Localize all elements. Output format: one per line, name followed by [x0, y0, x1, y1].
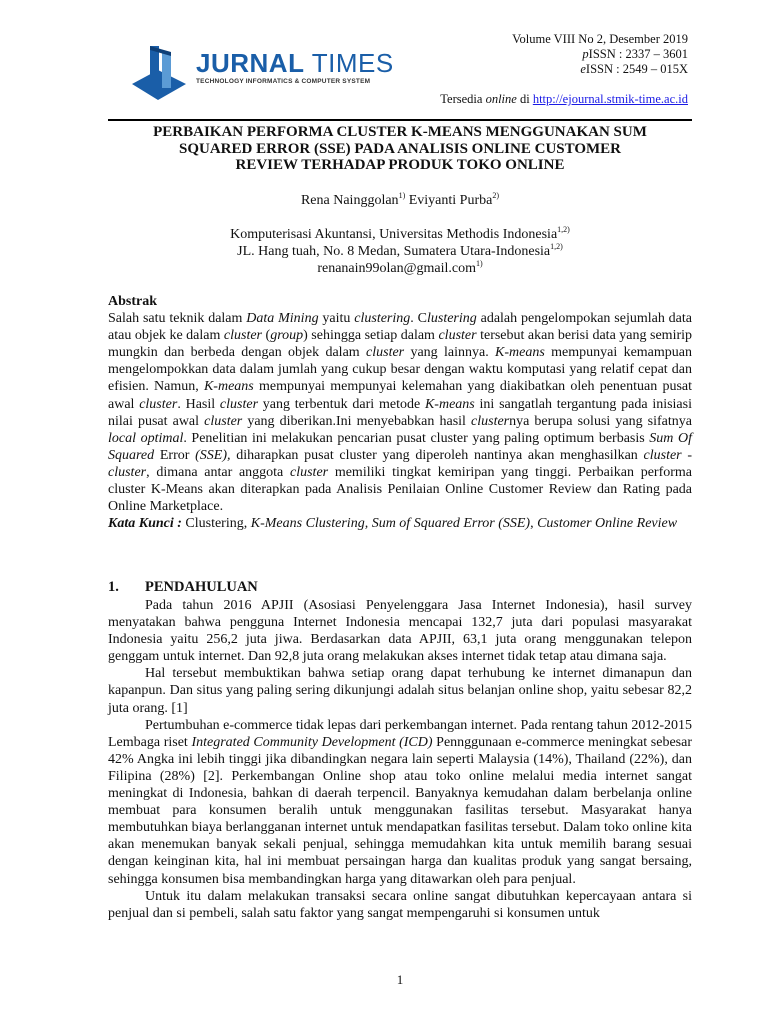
pissn: pISSN : 2337 – 3601 — [582, 47, 688, 61]
availability-line: Tersedia online di http://ejournal.stmik-time.ac.id — [440, 92, 688, 106]
address: JL. Hang tuah, No. 8 Medan, Sumatera Utara-Indonesia$^{1,2)}$ — [237, 242, 563, 259]
paragraph: Pertumbuhan e-commerce tidak lepas dari perkembangan internet. Pada rentang tahun 2012-2015 Lembaga riset Integrated Community Development (ICD) Pennggunaan e-commerce meningkat sebesar 42% Angka ini lebih tinggi jika dibandingkan negara lain seperti Malaysia (14%), Thailand (22%), dan Filipina (28%) [2]. Perkembangan Online shop atau toko online melalui media internet sangat meningkat di Indonesia, bahkan di daerah terpencil. Banyaknya kemudahan dalam berbelanja online membuat para konsumen beralih untuk menggunakan fasilitas tersebut. Masyarakat hanya membutuhkan biaya berlangganan internet untuk mendapatkan fasilitas tersebut. Dalam toko online kita akan menemukan banyak sekali penjual, sehingga memudahkan kita untuk memilih barang sesuai dengan keinginan kita, hal ini membuat persaingan harga dan kualitas produk yang sangat bersaing, sehingga konsumen bisa membandingkan harga yang ditawarkan oleh para penjual. — [108, 717, 692, 887]
journal-logo-tagline: TECHNOLOGY INFORMATICS & COMPUTER SYSTEM — [196, 78, 371, 85]
paragraph: Hal tersebut membuktikan bahwa setiap orang dapat terhubung ke internet dimanapun dan kapanpun. Dan situs yang paling sering dikunjungi adalah situs belanjan online shop, yaitu sebesar 82,2 juta orang. [1] — [108, 666, 692, 716]
affiliation: Komputerisasi Akuntansi, Universitas Methodis Indonesia$^{1,2)}$ — [230, 225, 570, 242]
paragraph: Pada tahun 2016 APJII (Asosiasi Penyelenggara Jasa Internet Indonesia), hasil survey menyatakan bahwa pengguna Internet Indonesia mencapai 132,7 juta dari populasi masyarakat Indonesia yaitu 256,2 juta jiwa. Berdasarkan data APJII, 63,1 juta orang menggunakan telepon genggam untuk internet. Dan 92,8 juta orang melakukan akses internet tidak tetap atau dimana saja. — [108, 598, 692, 665]
eissn: eISSN : 2549 – 015X — [580, 62, 688, 76]
keywords: Kata Kunci : Clustering, K-Means Clustering, Sum of Squared Error (SSE), Customer Online Review — [108, 516, 678, 532]
volume-info: Volume VIII No 2, Desember 2019 — [512, 32, 688, 46]
abstract — [108, 293, 692, 532]
journal-url-link[interactable]: http://ejournal.stmik-time.ac.id — [532, 92, 688, 106]
paragraph: Untuk itu dalam melakukan transaksi secara online sangat dibutuhkan kepercayaan antara si penjual dan si pembeli, salah satu faktor yang sangat mempengaruhi si konsumen untuk — [108, 888, 692, 921]
header-divider — [108, 119, 692, 121]
abstract-heading: Abstrak — [108, 294, 158, 309]
section-body — [108, 597, 692, 922]
authors: Rena Nainggolan$^{1)}$ Eviyanti Purba$^{2)}$ — [300, 191, 500, 208]
section-heading: 1. PENDAHULUAN — [108, 579, 258, 595]
journal-logo-text: JURNAL TIMES — [196, 48, 394, 78]
abstract-text: Salah satu teknik dalam Data Mining yaitu clustering. Clustering adalah pengelompokan sejumlah data atau objek ke dalam cluster (group) sehingga setiap dalam cluster tersebut akan berisi data yang semirip mungkin dan berbeda dengan objek dalam cluster yang lainnya. K-means mempunyai kemampuan mengelompokkan data dalam jumlah yang cukup besar dengan waktu komputasi yang relatif cepat dan efisien. Namun, K-means mempunyai mempunyai kelemahan yang diakibatkan oleh penentuan pusat awal cluster. Hasil cluster yang terbentuk dari metode K-means ini sangatlah tergantung pada inisiasi nilai pusat awal cluster yang diberikan.Ini menyebabkan hasil clusternya berupa solusi yang sifatnya local optimal. Penelitian ini melakukan pencarian pusat cluster yang paling optimum berbasis Sum Of Squared Error (SSE), diharapkan pusat cluster yang diperoleh nantinya akan menghasilkan cluster - cluster, dimana antar anggota cluster memiliki tingkat kemiripan yang tinggi. Perbaikan performa cluster K-Means akan diterapkan pada Analisis Penilaian Online Customer Review dan Rating pada Online Marketplace. — [108, 311, 693, 515]
journal-logo-icon — [128, 40, 190, 102]
article-title: PERBAIKAN PERFORMA CLUSTER K-MEANS MENGGUNAKAN SUM SQUARED ERROR (SSE) PADA ANALISIS ONLINE CUSTOMER REVIEW TERHADAP PRODUK TOKO ONLINE — [153, 124, 647, 173]
page-number: 1 — [396, 972, 404, 987]
author-email: renanain99olan@gmail.com$^{1)}$ — [317, 259, 483, 276]
